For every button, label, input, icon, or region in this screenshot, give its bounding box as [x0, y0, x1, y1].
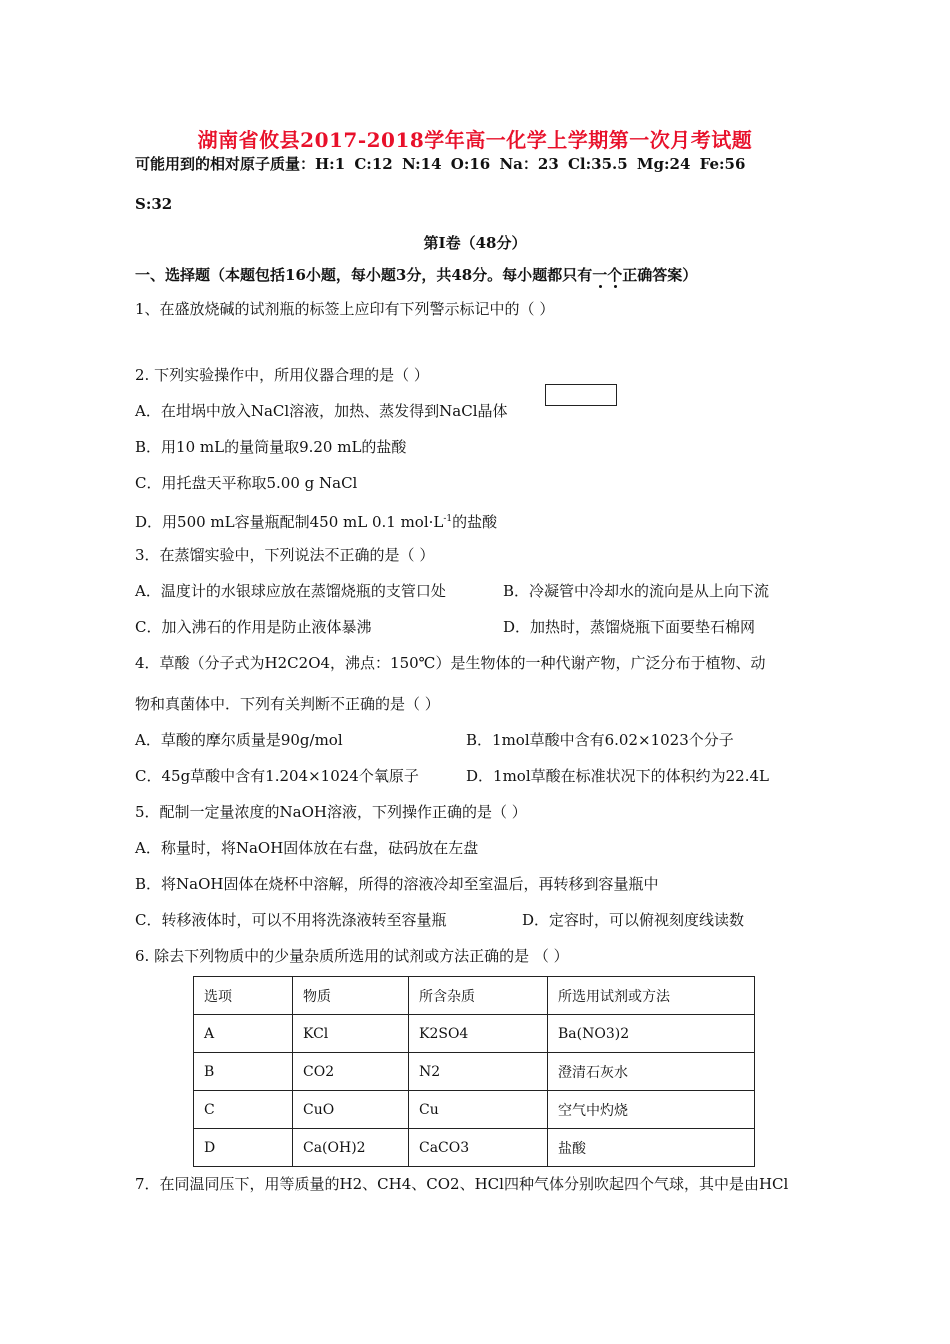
table-cell: KCl — [293, 1015, 409, 1053]
q4-option-c: C．45g草酸中含有1.204×1024个氧原子 — [135, 767, 419, 785]
q3-option-c: C．加入沸石的作用是防止液体暴沸 — [135, 618, 372, 636]
exam-title: 湖南省攸县2017-2018学年高一化学上学期第一次月考试题 — [197, 128, 753, 152]
q2-option-d — [135, 509, 497, 532]
section1-heading — [135, 264, 697, 285]
q5-option-a: A．称量时，将NaOH固体放在右盘，砝码放在左盘 — [135, 839, 479, 857]
answer-blank-box — [545, 384, 617, 406]
question-6-stem: 6. 除去下列物质中的少量杂质所选用的试剂或方法正确的是 （ ） — [135, 947, 569, 965]
table-cell: CO2 — [293, 1053, 409, 1091]
q3-option-b: B．冷凝管中冷却水的流向是从上向下流 — [503, 582, 770, 600]
table-cell: C — [194, 1091, 293, 1129]
q5-option-d: D．定容时，可以俯视刻度线读数 — [522, 911, 745, 929]
table-cell: B — [194, 1053, 293, 1091]
q3-option-d: D．加热时，蒸馏烧瓶下面要垫石棉网 — [503, 618, 756, 636]
part-heading: 第Ⅰ卷（48分） — [423, 234, 527, 252]
table-header-cell: 所选用试剂或方法 — [548, 977, 755, 1015]
question-4-stem-line2: 物和真菌体中．下列有关判断不正确的是（ ） — [135, 695, 440, 713]
q3-option-a: A．温度计的水银球应放在蒸馏烧瓶的支管口处 — [135, 582, 446, 600]
section1-suffix: 正确答案） — [622, 266, 698, 284]
emphasis-dot-1: 一 — [592, 266, 608, 284]
table-cell: Cu — [409, 1091, 548, 1129]
question-2-stem: 2. 下列实验操作中，所用仪器合理的是（ ） — [135, 366, 429, 384]
q2-option-d-text: D．用500 mL容量瓶配制450 mL 0.1 mol·L — [135, 513, 444, 531]
section1-prefix: 一、选择题（本题包括16小题，每小题3分，共48分。每小题都只有 — [135, 266, 593, 284]
question-3-stem: 3．在蒸馏实验中，下列说法不正确的是（ ） — [135, 546, 435, 564]
table-header-cell: 所含杂质 — [409, 977, 548, 1015]
q2-option-d-tail: 的盐酸 — [452, 513, 498, 531]
table-cell: 空气中灼烧 — [548, 1091, 755, 1129]
question-7-stem: 7．在同温同压下，用等质量的H2、CH4、CO2、HCl四种气体分别吹起四个气球，其中是由HCl — [135, 1175, 789, 1193]
q4-option-a: A．草酸的摩尔质量是90g/mol — [135, 731, 343, 749]
question-1: 1、在盛放烧碱的试剂瓶的标签上应印有下列警示标记中的（ ） — [135, 300, 555, 318]
atomic-masses-line2: S:32 — [135, 195, 173, 213]
table-cell: 澄清石灰水 — [548, 1053, 755, 1091]
table-cell: N2 — [409, 1053, 548, 1091]
q4-option-d: D．1mol草酸在标准状况下的体积约为22.4L — [466, 767, 769, 785]
question-4-stem-line1: 4．草酸（分子式为H2C2O4，沸点：150℃）是生物体的一种代谢产物，广泛分布于植物、动 — [135, 654, 766, 672]
table-row — [194, 1053, 755, 1091]
q5-option-c: C．转移液体时，可以不用将洗涤液转至容量瓶 — [135, 911, 447, 929]
table-header-row — [194, 977, 755, 1015]
table-header-cell: 物质 — [293, 977, 409, 1015]
question-5-stem: 5．配制一定量浓度的NaOH溶液，下列操作正确的是（ ） — [135, 803, 527, 821]
table-cell: A — [194, 1015, 293, 1053]
table-cell: D — [194, 1129, 293, 1167]
table-cell: Ba(NO3)2 — [548, 1015, 755, 1053]
question-6-table — [193, 976, 755, 1167]
table-cell: CaCO3 — [409, 1129, 548, 1167]
q5-option-b: B．将NaOH固体在烧杯中溶解，所得的溶液冷却至室温后，再转移到容量瓶中 — [135, 875, 659, 893]
q2-option-c: C．用托盘天平称取5.00 g NaCl — [135, 474, 358, 492]
table-cell: K2SO4 — [409, 1015, 548, 1053]
table-cell: Ca(OH)2 — [293, 1129, 409, 1167]
table-row — [194, 1129, 755, 1167]
emphasis-dot-2: 个 — [607, 266, 623, 284]
q2-option-a: A．在坩埚中放入NaCl溶液，加热、蒸发得到NaCl晶体 — [135, 402, 508, 420]
table-cell: 盐酸 — [548, 1129, 755, 1167]
q4-option-b: B．1mol草酸中含有6.02×1023个分子 — [466, 731, 734, 749]
table-row — [194, 1091, 755, 1129]
atomic-masses-line1: 可能用到的相对原子质量：H:1 C:12 N:14 O:16 Na：23 Cl:35.5 Mg:24 Fe:56 — [135, 155, 746, 173]
q2-option-b: B．用10 mL的量筒量取9.20 mL的盐酸 — [135, 438, 407, 456]
table-cell: CuO — [293, 1091, 409, 1129]
q2-option-d-sup: -1 — [443, 514, 453, 524]
table-row — [194, 1015, 755, 1053]
table-header-cell: 选项 — [194, 977, 293, 1015]
